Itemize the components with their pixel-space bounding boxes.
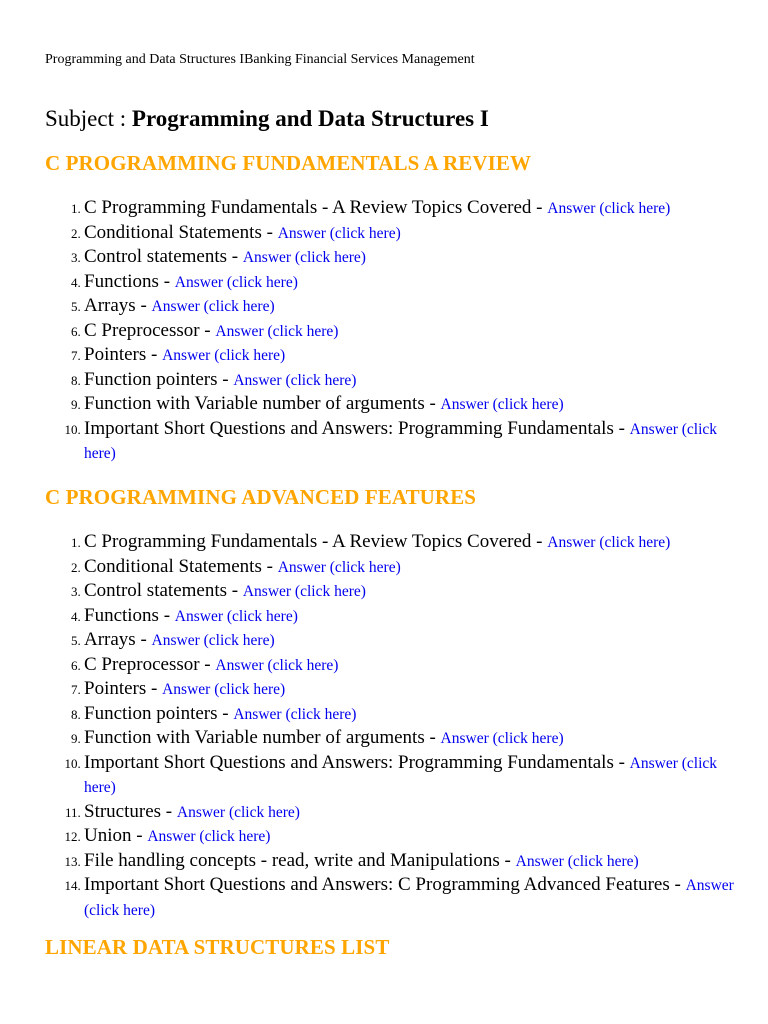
answer-link[interactable]: Answer (click here)	[215, 656, 339, 674]
list-item	[84, 368, 734, 393]
question-title: C Preprocessor -	[84, 319, 216, 341]
answer-link[interactable]: Answer (click here)	[174, 607, 298, 625]
answer-link[interactable]: Answer (click here)	[242, 583, 366, 600]
question-title: Conditional Statements -	[84, 221, 278, 243]
answer-link[interactable]: Answer (click here)	[242, 249, 366, 266]
question-title: Function with Variable number of arguments -	[84, 727, 441, 748]
question-title: Conditional Statements -	[84, 555, 278, 577]
question-title: Function pointers -	[84, 368, 234, 390]
question-title: C Preprocessor -	[84, 653, 216, 675]
answer-link[interactable]: Answer (click here)	[151, 632, 275, 649]
list-item	[84, 824, 734, 849]
answer-link[interactable]: Answer (click here)	[233, 371, 357, 389]
subject-prefix: Subject :	[45, 106, 132, 131]
question-title: Function with Variable number of arguments -	[84, 393, 441, 414]
answer-link[interactable]: Answer (click here)	[84, 420, 718, 462]
section-heading-linear-data-structures: LINEAR DATA STRUCTURES LIST	[45, 935, 390, 959]
list-item	[84, 221, 734, 246]
list-item	[84, 751, 734, 800]
answer-link[interactable]: Answer (click here)	[277, 224, 401, 242]
answer-link[interactable]: Answer (click here)	[151, 298, 275, 315]
list-item	[84, 417, 734, 466]
question-title: Function pointers -	[84, 702, 234, 724]
section-heading-advanced: C PROGRAMMING ADVANCED FEATURES	[45, 485, 477, 509]
list-item	[84, 653, 734, 678]
list-item	[84, 677, 734, 702]
question-title: C Programming Fundamentals - A Review Topics Covered -	[84, 197, 548, 218]
answer-link[interactable]: Answer (click here)	[547, 534, 671, 551]
list-item	[84, 319, 734, 344]
answer-link[interactable]: Answer (click here)	[84, 754, 718, 796]
list-item	[84, 726, 734, 751]
question-list-fundamentals	[84, 196, 734, 466]
answer-link[interactable]: Answer (click here)	[440, 396, 564, 413]
list-item	[84, 196, 734, 221]
list-item	[84, 604, 734, 629]
list-item	[84, 392, 734, 417]
question-title: Arrays -	[84, 295, 152, 316]
answer-link[interactable]: Answer (click here)	[147, 828, 271, 845]
answer-link[interactable]: Answer (click here)	[215, 322, 339, 340]
section-heading-fundamentals: C PROGRAMMING FUNDAMENTALS A REVIEW	[45, 151, 532, 175]
question-title: Pointers -	[84, 678, 163, 699]
answer-link[interactable]: Answer (click here)	[84, 877, 734, 919]
question-title: Important Short Questions and Answers: Programming Fundamentals -	[84, 751, 630, 773]
question-title: Important Short Questions and Answers: C Programming Advanced Features -	[84, 874, 686, 895]
question-title: Important Short Questions and Answers: Programming Fundamentals -	[84, 417, 630, 439]
list-item	[84, 555, 734, 580]
question-title: Pointers -	[84, 344, 163, 365]
answer-link[interactable]: Answer (click here)	[277, 558, 401, 576]
answer-link[interactable]: Answer (click here)	[440, 730, 564, 747]
list-item	[84, 873, 734, 922]
answer-link[interactable]: Answer (click here)	[176, 803, 300, 821]
answer-link[interactable]: Answer (click here)	[233, 705, 357, 723]
answer-link[interactable]: Answer (click here)	[547, 200, 671, 217]
document-header: Programming and Data Structures IBanking Financial Services Management	[45, 52, 475, 67]
question-list-advanced	[84, 530, 734, 922]
question-title: Arrays -	[84, 629, 152, 650]
answer-link[interactable]: Answer (click here)	[162, 347, 286, 364]
answer-link[interactable]: Answer (click here)	[162, 681, 286, 698]
question-title: Control statements -	[84, 580, 243, 601]
list-item	[84, 270, 734, 295]
question-title: Structures -	[84, 800, 177, 822]
subject-name: Programming and Data Structures I	[131, 106, 489, 131]
question-title: Functions -	[84, 604, 175, 626]
subject-line	[45, 106, 489, 132]
list-item	[84, 579, 734, 604]
list-item	[84, 245, 734, 270]
list-item	[84, 849, 734, 874]
list-item	[84, 628, 734, 653]
question-title: Control statements -	[84, 246, 243, 267]
question-title: C Programming Fundamentals - A Review Topics Covered -	[84, 531, 548, 552]
question-title: Functions -	[84, 270, 175, 292]
question-title: File handling concepts - read, write and Manipulations -	[84, 849, 516, 871]
list-item	[84, 343, 734, 368]
question-title: Union -	[84, 825, 148, 846]
answer-link[interactable]: Answer (click here)	[174, 273, 298, 291]
answer-link[interactable]: Answer (click here)	[515, 852, 639, 870]
list-item	[84, 530, 734, 555]
list-item	[84, 294, 734, 319]
list-item	[84, 702, 734, 727]
list-item	[84, 800, 734, 825]
